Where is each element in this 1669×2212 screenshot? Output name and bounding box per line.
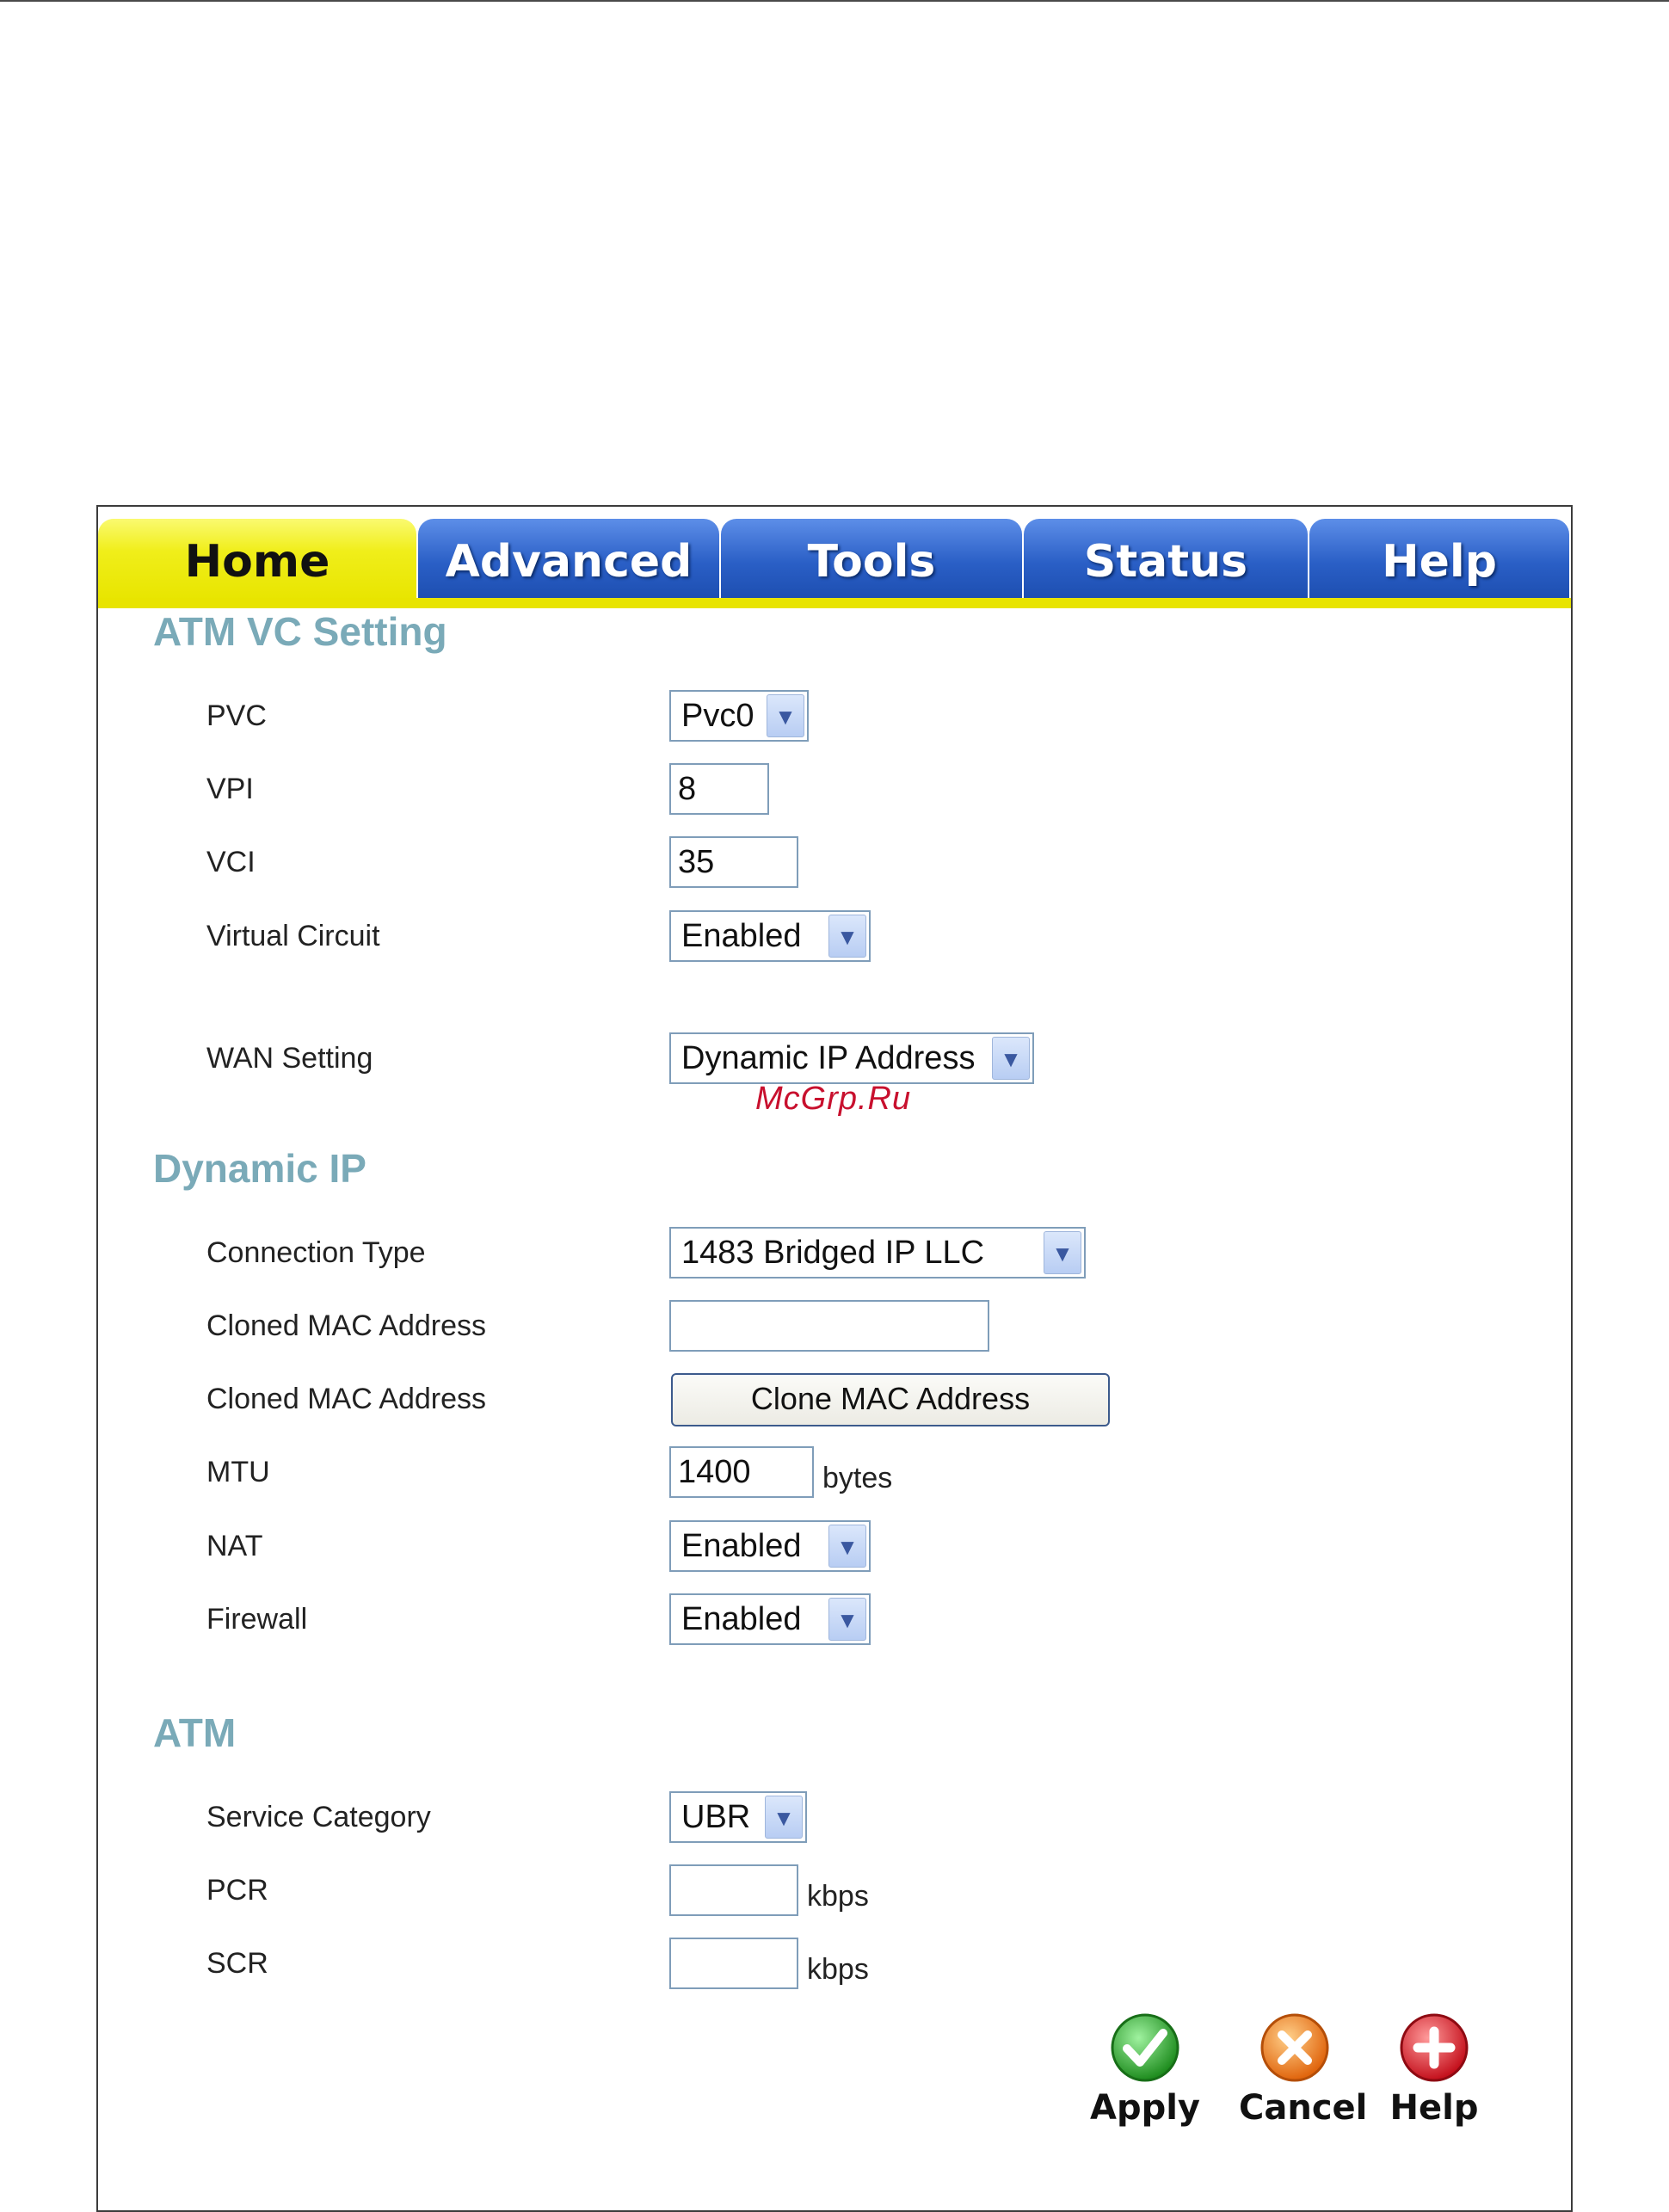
tab-bar: [98, 507, 1571, 608]
vpi-value: 8: [678, 771, 697, 807]
chevron-down-icon[interactable]: ▼: [1044, 1231, 1081, 1274]
pvc-select[interactable]: [669, 690, 809, 742]
tab-underline: [98, 598, 1571, 608]
tab-advanced[interactable]: Advanced: [418, 519, 719, 600]
scr-input[interactable]: [669, 1938, 798, 1989]
help-label: Help: [1389, 2088, 1479, 2128]
nat-value: Enabled: [681, 1528, 802, 1564]
apply-button[interactable]: [1089, 2011, 1201, 2128]
wan-setting-label: WAN Setting: [206, 1042, 373, 1075]
vpi-label: VPI: [206, 773, 254, 805]
firewall-value: Enabled: [681, 1601, 802, 1637]
service-category-label: Service Category: [206, 1801, 431, 1833]
pcr-label: PCR: [206, 1874, 268, 1907]
cancel-button[interactable]: [1239, 2011, 1368, 2128]
tab-tools[interactable]: Tools: [721, 519, 1022, 600]
apply-label: Apply: [1089, 2088, 1200, 2128]
firewall-label: Firewall: [206, 1603, 308, 1636]
virtual-circuit-select[interactable]: [669, 910, 871, 962]
pcr-unit: kbps: [807, 1880, 869, 1913]
help-button[interactable]: [1378, 2011, 1490, 2128]
wan-setting-value: Dynamic IP Address: [681, 1040, 976, 1076]
mtu-unit: bytes: [822, 1462, 893, 1494]
service-category-select[interactable]: [669, 1791, 807, 1843]
pvc-value: Pvc0: [681, 698, 754, 734]
mtu-label: MTU: [206, 1456, 270, 1488]
help-plus-icon: [1397, 2011, 1471, 2085]
wan-setting-select[interactable]: [669, 1032, 1034, 1084]
check-icon: [1108, 2011, 1182, 2085]
firewall-select[interactable]: [669, 1593, 871, 1645]
clone-mac-address-button[interactable]: Clone MAC Address: [671, 1373, 1110, 1426]
cancel-label: Cancel: [1239, 2088, 1368, 2128]
virtual-circuit-label: Virtual Circuit: [206, 920, 380, 952]
cloned-mac-label: Cloned MAC Address: [206, 1309, 487, 1342]
scr-label: SCR: [206, 1947, 268, 1980]
mtu-input[interactable]: [669, 1446, 814, 1498]
top-rule: [0, 0, 1669, 2]
chevron-down-icon[interactable]: ▼: [992, 1037, 1030, 1080]
cloned-mac-input[interactable]: [669, 1300, 989, 1352]
tab-home[interactable]: Home: [98, 519, 416, 600]
virtual-circuit-value: Enabled: [681, 918, 802, 954]
section-title-atm-vc: ATM VC Setting: [153, 609, 447, 654]
nat-select[interactable]: [669, 1520, 871, 1572]
router-config-panel: [96, 505, 1573, 2212]
connection-type-label: Connection Type: [206, 1236, 426, 1269]
nat-label: NAT: [206, 1530, 263, 1562]
chevron-down-icon[interactable]: ▼: [828, 1525, 866, 1568]
pvc-label: PVC: [206, 699, 267, 732]
service-category-value: UBR: [681, 1799, 751, 1835]
cancel-x-icon: [1258, 2011, 1332, 2085]
watermark-text: McGrp.Ru: [755, 1081, 912, 1117]
vci-input[interactable]: [669, 836, 798, 888]
chevron-down-icon[interactable]: ▼: [828, 1598, 866, 1641]
chevron-down-icon[interactable]: ▼: [828, 915, 866, 958]
connection-type-select[interactable]: [669, 1227, 1086, 1279]
vpi-input[interactable]: [669, 763, 769, 815]
tab-help[interactable]: Help: [1309, 519, 1569, 600]
clone-mac-row-label: Cloned MAC Address: [206, 1383, 487, 1415]
chevron-down-icon[interactable]: ▼: [767, 694, 804, 737]
mtu-value: 1400: [678, 1454, 751, 1490]
section-title-dynamic-ip: Dynamic IP: [153, 1146, 366, 1191]
pcr-input[interactable]: [669, 1864, 798, 1916]
scr-unit: kbps: [807, 1953, 869, 1986]
tab-status[interactable]: Status: [1024, 519, 1308, 600]
connection-type-value: 1483 Bridged IP LLC: [681, 1235, 985, 1271]
vci-label: VCI: [206, 846, 256, 878]
section-title-atm: ATM: [153, 1710, 237, 1755]
vci-value: 35: [678, 844, 715, 880]
chevron-down-icon[interactable]: ▼: [765, 1796, 803, 1839]
